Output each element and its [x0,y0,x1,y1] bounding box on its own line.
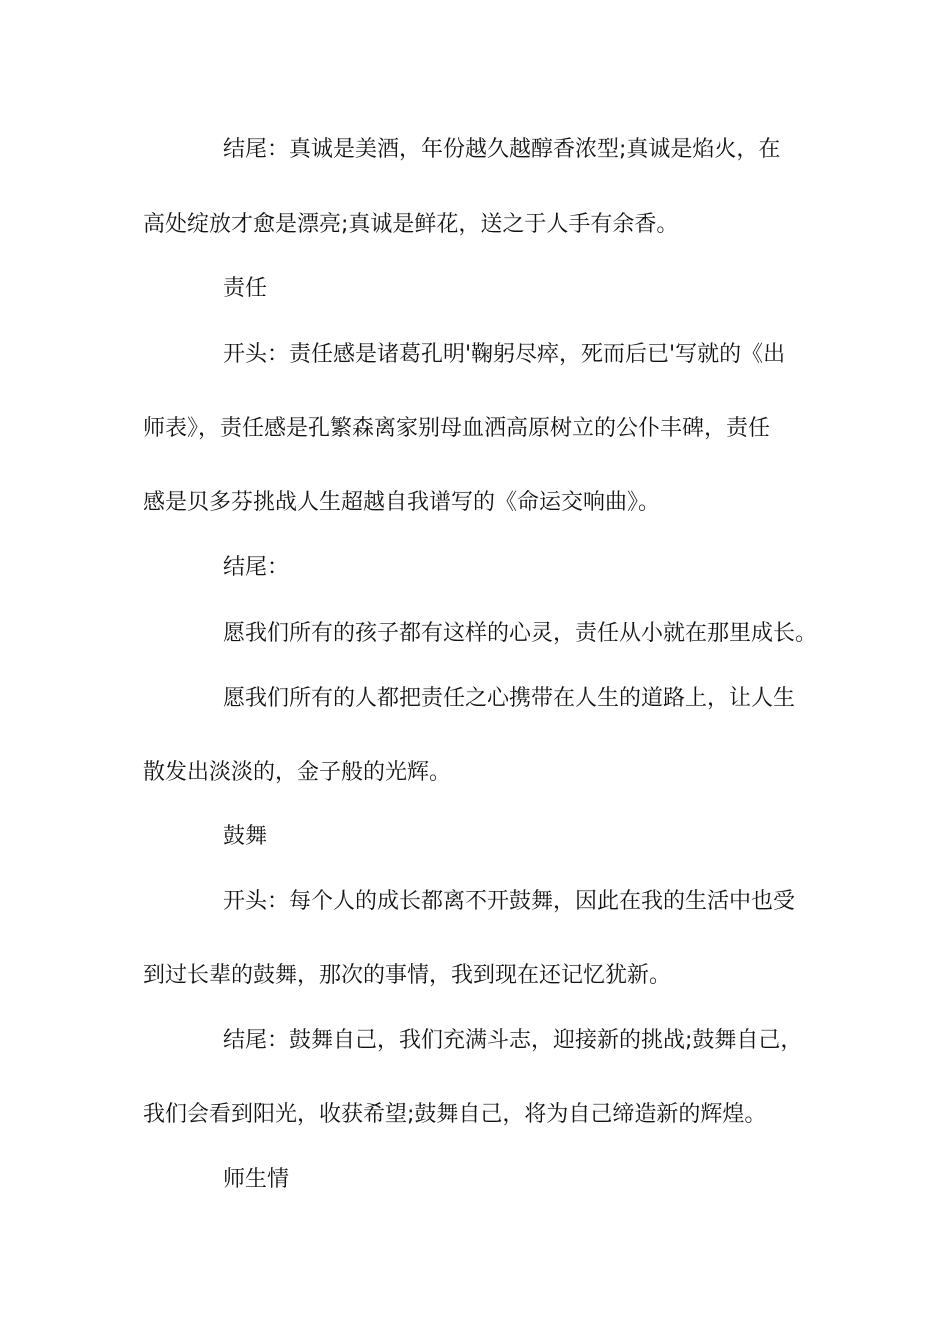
section-heading: 师生情 [223,1167,290,1192]
paragraph-line: 开头：每个人的成长都离不开鼓舞，因此在我的生活中也受 [223,889,796,914]
paragraph-line: 结尾：鼓舞自己，我们充满斗志，迎接新的挑战;鼓舞自己， [223,1028,803,1053]
paragraph-line: 愿我们所有的人都把责任之心携带在人生的道路上，让人生 [223,686,796,711]
section-heading: 鼓舞 [223,824,268,849]
paragraph-line: 愿我们所有的孩子都有这样的心灵，责任从小就在那里成长。 [223,621,818,646]
paragraph-line: 结尾： [223,555,290,580]
paragraph-line: 到过长辈的鼓舞，那次的事情，我到现在还记忆犹新。 [143,963,672,988]
paragraph-line: 师表》，责任感是孔繁森离家别母血洒高原树立的公仆丰碑，责任 [143,416,771,441]
section-heading: 责任 [223,276,268,301]
paragraph-line: 感是贝多芬挑战人生超越自我谱写的《命运交响曲》。 [143,490,661,515]
paragraph-line: 结尾：真诚是美酒，年份越久越醇香浓型;真诚是焰火，在 [223,137,781,162]
paragraph-line: 散发出淡淡的，金子般的光辉。 [143,760,452,785]
paragraph-line: 我们会看到阳光，收获希望;鼓舞自己，将为自己缔造新的辉煌。 [143,1102,767,1127]
paragraph-line: 开头：责任感是诸葛孔明'鞠躬尽瘁，死而后已'写就的《出 [223,342,786,367]
paragraph-line: 高处绽放才愈是漂亮;真诚是鲜花，送之于人手有余香。 [143,212,679,237]
